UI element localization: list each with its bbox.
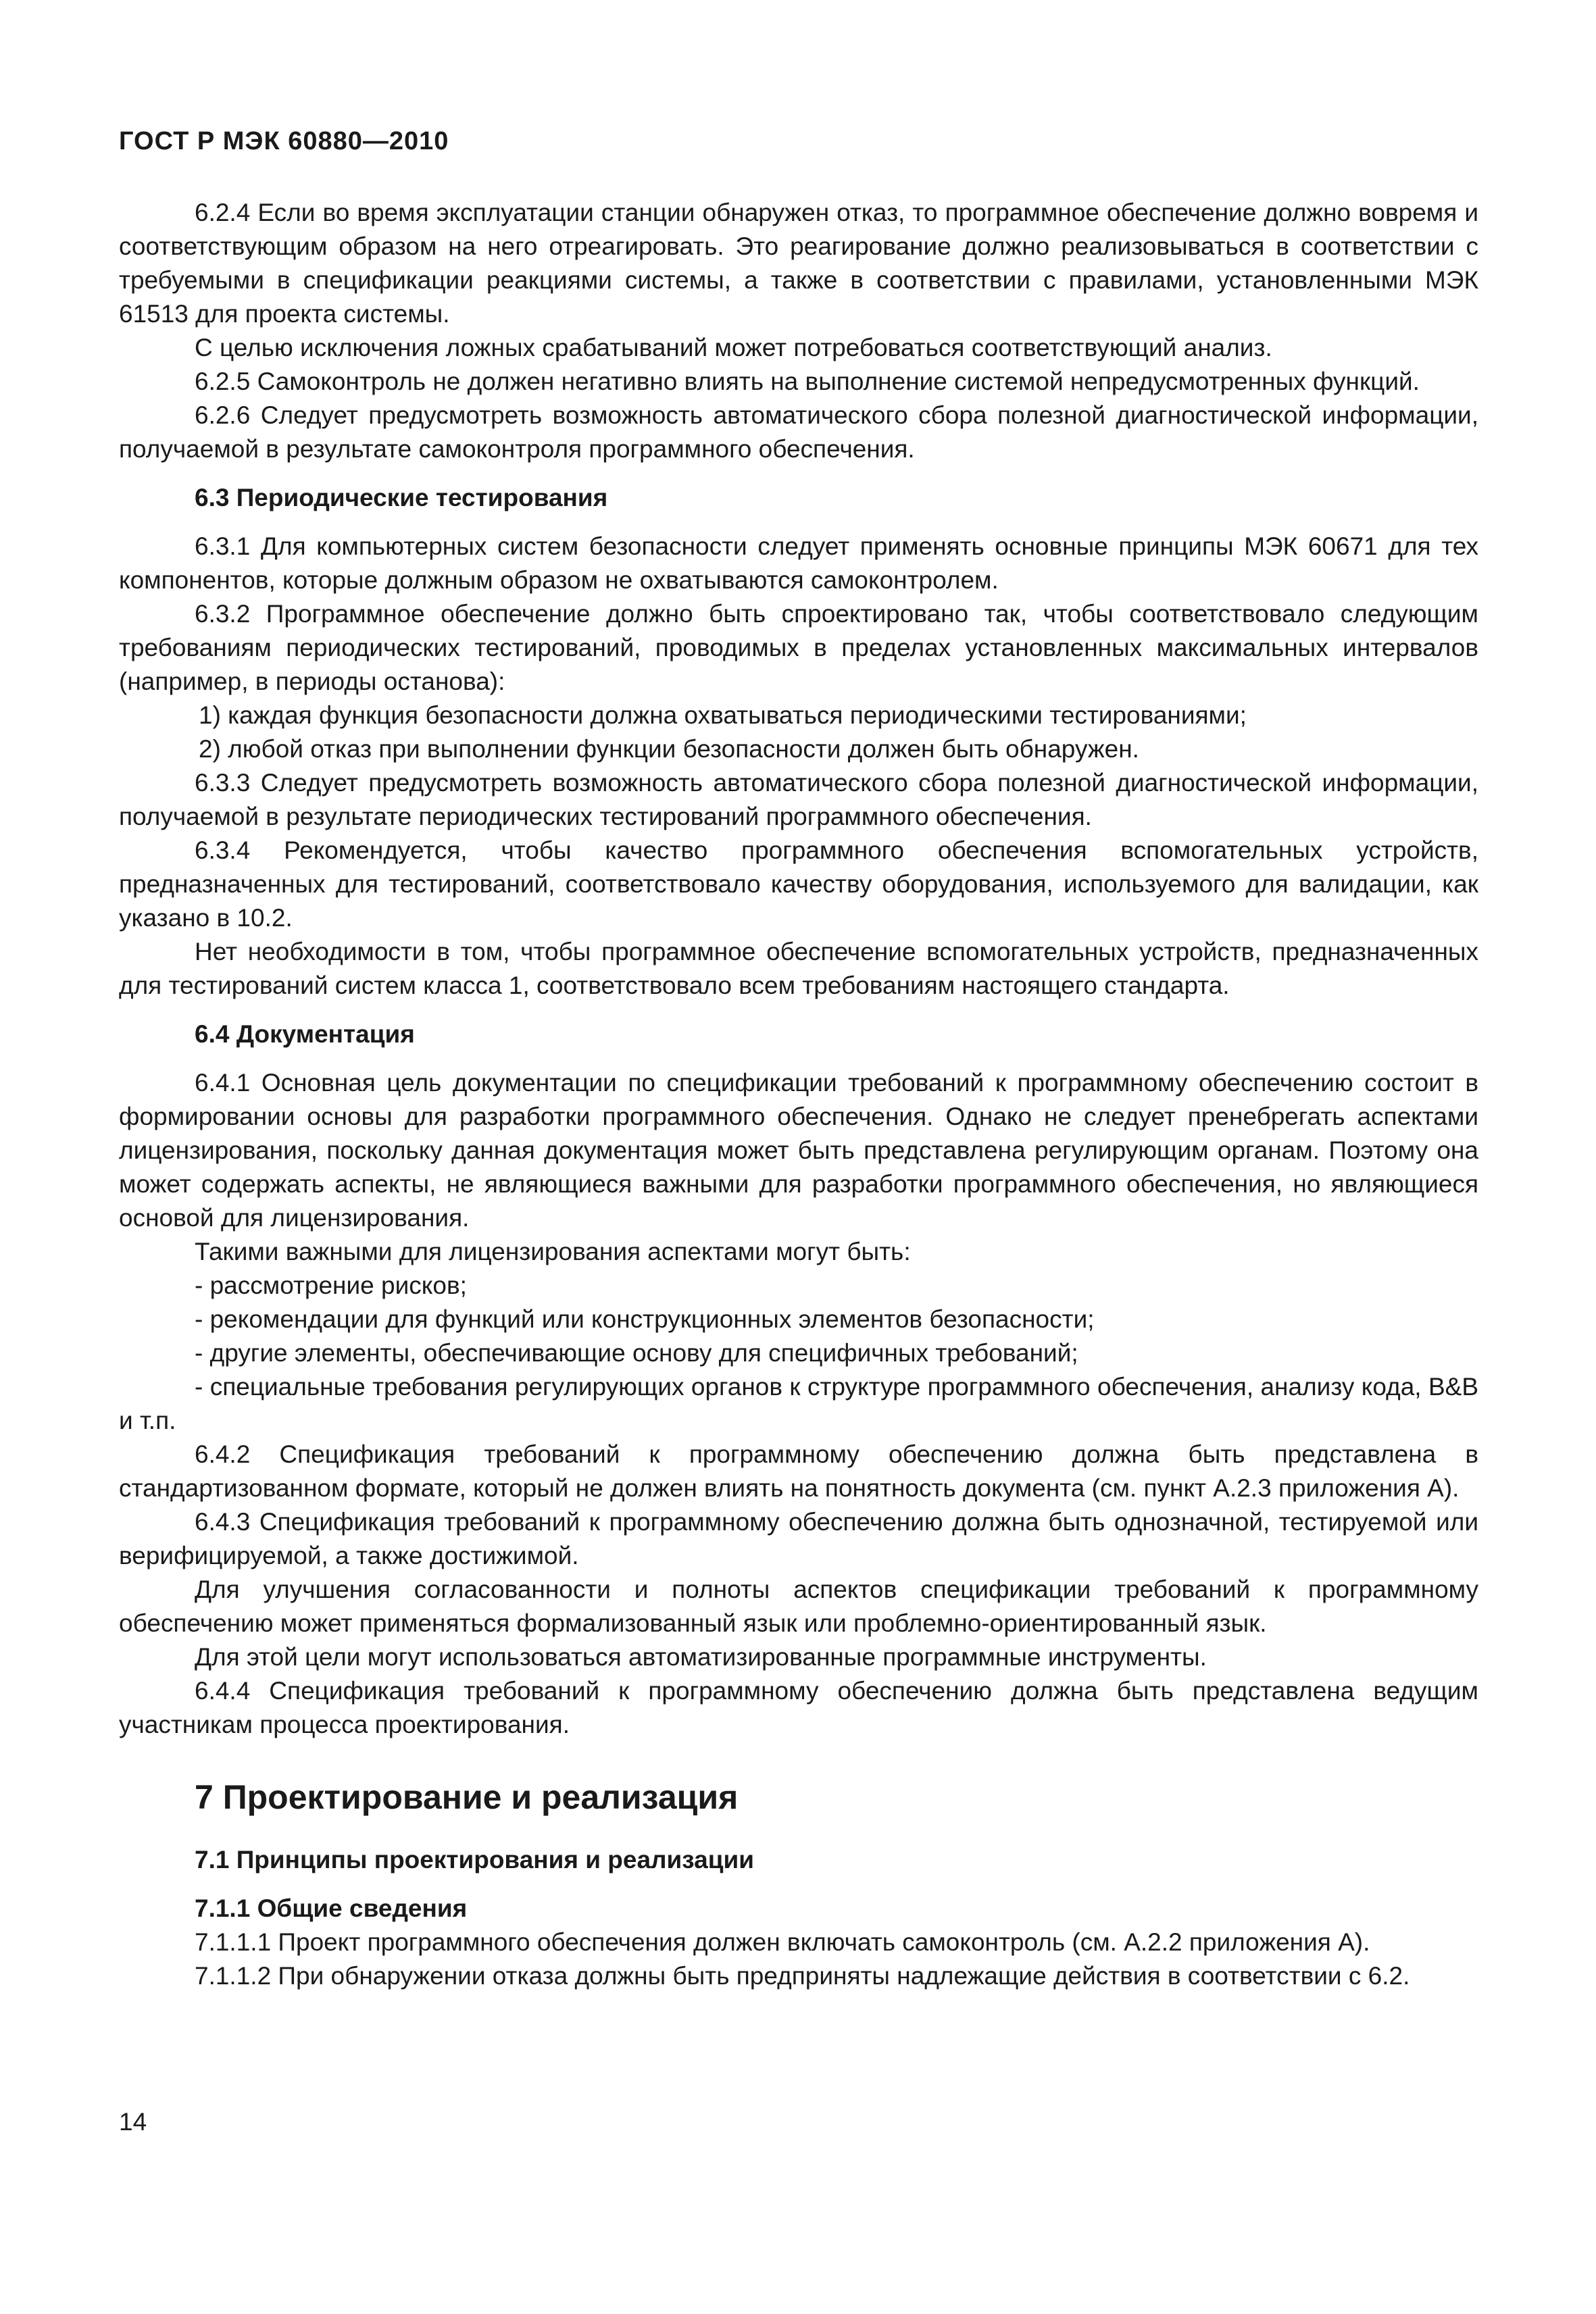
paragraph-6-4-2: 6.4.2 Спецификация требований к программному обеспечению должна быть представлена в стандартизованном формате, который не должен влиять на понятность документа (см. пункт А.2.3 приложения А).	[119, 1440, 1478, 1502]
list-item-risks: - рассмотрение рисков;	[195, 1272, 467, 1299]
document-body	[119, 196, 1478, 1993]
list-item-6-3-2-1: 1) каждая функция безопасности должна охватываться периодическими тестированиями;	[199, 701, 1247, 729]
paragraph-6-3-3: 6.3.3 Следует предусмотреть возможность автоматического сбора полезной диагностической информации, получаемой в результате периодических тестирований программного обеспечения.	[119, 769, 1478, 830]
paragraph-6-4-1: 6.4.1 Основная цель документации по спецификации требований к программному обеспечению состоит в формировании основы для разработки программного обеспечения. Однако не следует пренебрегать аспектами лицензирования, поскольку данная документация может быть представлена регулирующим органам. Поэтому она может содержать аспекты, не являющиеся важными для разработки программного обеспечения, но являющиеся основой для лицензирования.	[119, 1069, 1478, 1232]
paragraph-6-4-1-aspects: Такими важными для лицензирования аспектами могут быть:	[195, 1238, 911, 1265]
paragraph-6-4-4: 6.4.4 Спецификация требований к программному обеспечению должна быть представлена ведущим участникам процесса проектирования.	[119, 1677, 1478, 1738]
paragraph-6-4-3-tools: Для этой цели могут использоваться автоматизированные программные инструменты.	[195, 1643, 1207, 1671]
chapter-heading-7: 7 Проектирование и реализация	[195, 1778, 739, 1816]
paragraph-6-2-4: 6.2.4 Если во время эксплуатации станции обнаружен отказ, то программное обеспечение должно вовремя и соответствующим образом на него отреагировать. Это реагирование должно реализовываться в соответствии с требуемыми в спецификации реакциями системы, а также в соответствии с правилами, установленными МЭК 61513 для проекта системы.	[119, 199, 1478, 328]
paragraph-6-3-1: 6.3.1 Для компьютерных систем безопасности следует применять основные принципы МЭК 60671 для тех компонентов, которые должным образом не охватываются самоконтролем.	[119, 532, 1478, 594]
paragraph-6-3-2: 6.3.2 Программное обеспечение должно быть спроектировано так, чтобы соответствовало следующим требованиям периодических тестирований, проводимых в пределах установленных максимальных интервалов (например, в периоды останова):	[119, 600, 1478, 695]
paragraph-6-2-6: 6.2.6 Следует предусмотреть возможность автоматического сбора полезной диагностической информации, получаемой в результате самоконтроля программного обеспечения.	[119, 401, 1478, 463]
list-item-recommendations: - рекомендации для функций или конструкционных элементов безопасности;	[195, 1305, 1095, 1333]
list-item-special-requirements: - специальные требования регулирующих органов к структуре программного обеспечения, анализу кода, В&В и т.п.	[119, 1373, 1478, 1434]
list-item-other-elements: - другие элементы, обеспечивающие основу для специфичных требований;	[195, 1339, 1078, 1367]
paragraph-6-2-5: 6.2.5 Самоконтроль не должен негативно влиять на выполнение системой непредусмотренных функций.	[195, 368, 1420, 395]
paragraph-6-4-3: 6.4.3 Спецификация требований к программному обеспечению должна быть однозначной, тестируемой или верифицируемой, а также достижимой.	[119, 1508, 1478, 1569]
paragraph-6-2-4-analysis: С целью исключения ложных срабатываний может потребоваться соответствующий анализ.	[195, 334, 1272, 361]
section-heading-6-3: 6.3 Периодические тестирования	[195, 484, 608, 511]
document-header: ГОСТ Р МЭК 60880—2010	[119, 127, 449, 155]
list-item-6-3-2-2: 2) любой отказ при выполнении функции безопасности должен быть обнаружен.	[199, 735, 1139, 763]
section-heading-7-1: 7.1 Принципы проектирования и реализации	[195, 1846, 754, 1873]
paragraph-7-1-1-2: 7.1.1.2 При обнаружении отказа должны быть предприняты надлежащие действия в соответствии с 6.2.	[195, 1962, 1410, 1990]
paragraph-6-3-4-note: Нет необходимости в том, чтобы программное обеспечение вспомогательных устройств, предназначенных для тестирований систем класса 1, соответствовало всем требованиям настоящего стандарта.	[119, 938, 1478, 999]
subsection-heading-7-1-1: 7.1.1 Общие сведения	[195, 1894, 468, 1922]
paragraph-7-1-1-1: 7.1.1.1 Проект программного обеспечения должен включать самоконтроль (см. А.2.2 приложения А).	[195, 1928, 1370, 1956]
paragraph-6-3-4: 6.3.4 Рекомендуется, чтобы качество программного обеспечения вспомогательных устройств, предназначенных для тестирований, соответствовало качеству оборудования, используемого для валидации, как указано в 10.2.	[119, 836, 1478, 932]
paragraph-6-4-3-formal: Для улучшения согласованности и полноты аспектов спецификации требований к программному обеспечению может применяться формализованный язык или проблемно-ориентированный язык.	[119, 1576, 1478, 1637]
section-heading-6-4: 6.4 Документация	[195, 1020, 415, 1048]
page-number: 14	[119, 2108, 147, 2136]
